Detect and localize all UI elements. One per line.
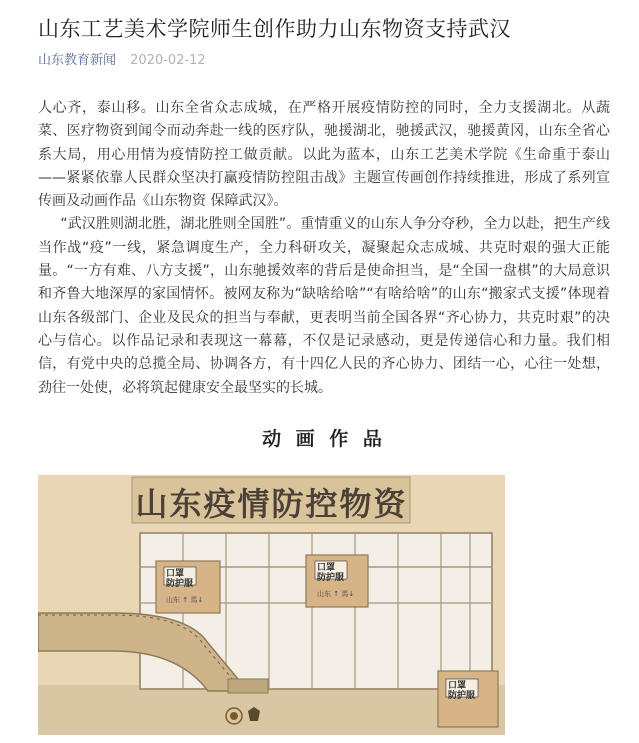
paragraph-2: “武汉胜则湖北胜，湖北胜则全国胜”。重情重义的山东人争分夺秒，全力以赴，把生产线当作战“疫”一线，紧急调度生产，全力科研攻关，凝聚起众志成城、共克时艰的强大正能量。“一方有难、八方支援”，山东驰援效率的背后是使命担当，是“全国一盘棋”的大局意识和齐鲁大地深厚的家国情怀。被网友称为“缺啥给啥”“有啥给啥”的山东“搬家式支援”体现着山东各级部门、企业及民众的担当与奉献，更表明当前全国各界“齐心协力，共克时艰”的决心与信心。以作品记录和表现这一幕幕，不仅是记录感动，更是传递信心和力量。我们相信，有党中央的总揽全局、协调各方，有十四亿人民的齐心协力、团结一心，心往一处想，劲往一处使，必将筑起健康安全最坚实的长城。 [38, 216, 610, 396]
animation-title: 山东疫情防控物资 [135, 485, 408, 523]
box-2-label-line1: 口罩 [317, 563, 336, 573]
paragraph-1: 人心齐，泰山移。山东全省众志成城，在严格开展疫情防控的同时，全力支援湖北。从蔬菜、医疗物资到闻令而动奔赴一线的医疗队，驰援湖北，驰援武汉，驰援黄冈，山东全省心系大局，用心用情为疫情防控工做贡献。以此为蓝本，山东工艺美术学院《生命重于泰山——紧紧依靠人民群众坚决打赢疫情防控阻击战》主题宣传画创作持续推进，形成了系列宣传画及动画作品《山东物资 保障武汉》。 [38, 100, 610, 210]
box-2-label-line2: 防护服 [317, 573, 345, 583]
publish-date: 2020-02-12 [130, 53, 206, 68]
box-2-sub: 山东 ↑ 馬↓ [317, 590, 355, 598]
article-meta [38, 52, 206, 70]
box-3-label-line1: 口罩 [448, 681, 467, 691]
article-body [38, 97, 610, 400]
box-3-label-line2: 防护服 [448, 691, 476, 701]
source-link[interactable]: 山东教育新闻 [38, 53, 117, 68]
animation-still-image[interactable] [38, 475, 505, 735]
box-1-label-line2: 防护服 [166, 579, 194, 589]
box-1-label-line1: 口罩 [166, 569, 185, 579]
image-bottom-edge [38, 735, 505, 743]
article-title: 山东工艺美术学院师生创作助力山东物资支持武汉 [38, 17, 511, 41]
section-heading: 动 画 作 品 [262, 428, 386, 450]
box-1-sub: 山东 ↑ 馬↓ [166, 596, 204, 604]
